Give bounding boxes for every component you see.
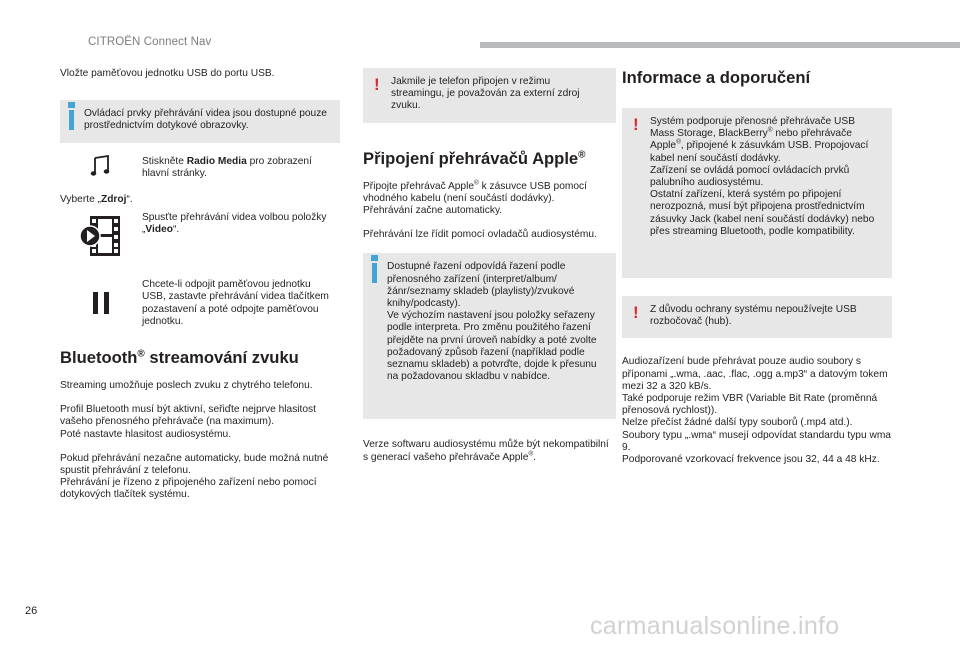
formats-paragraph-2: Také podporuje režim VBR (Variable Bit Rate (proměnná přenosová rychlost)). bbox=[622, 393, 878, 417]
warning-hub-text: Z důvodu ochrany systému nepoužívejte USB rozbočovač (hub). bbox=[650, 304, 857, 328]
header-divider bbox=[480, 42, 960, 48]
info-heading: Informace a doporučení bbox=[622, 68, 811, 87]
bt-paragraph-3: Pokud přehrávání nezačne automaticky, bude možná nutné spustit přehrávání z telefonu. bbox=[60, 452, 329, 477]
bt-paragraph-2: Profil Bluetooth musí být aktivní, seřiďte nejprve hlasitost vašeho přenosného přehrávače (na maximum). bbox=[60, 404, 316, 428]
formats-paragraph-4: Soubory typu „.wma“ musejí odpovídat standardu typu wma 9. bbox=[622, 429, 891, 453]
warning-devices-2: Zařízení se ovládá pomocí ovládacích prvků palubního audiosystému. bbox=[650, 164, 850, 189]
column-3 bbox=[622, 68, 892, 466]
column-2 bbox=[363, 68, 616, 464]
step-radio-media bbox=[60, 155, 340, 180]
watermark: carmanualsonline.info bbox=[590, 612, 840, 640]
step-video: Spusťte přehrávání videa volbou položky „Video“. bbox=[60, 212, 340, 257]
bt-paragraph-3b: Přehrávání je řízeno z připojeného zařízení nebo pomocí dotykových tlačítek systému. bbox=[60, 477, 317, 501]
column-1 bbox=[60, 68, 340, 502]
warning-icon: ! bbox=[633, 303, 639, 323]
warning-box-devices bbox=[622, 108, 892, 278]
apple-paragraph-2: Přehrávání lze řídit pomocí ovladačů audiosystému. bbox=[363, 229, 597, 241]
warning-box-hub bbox=[622, 296, 892, 338]
pause-icon bbox=[60, 279, 142, 314]
step1-text: Stiskněte bbox=[142, 155, 187, 167]
formats-paragraph-5: Podporované vzorkovací frekvence jsou 32, 44 a 48 kHz. bbox=[622, 454, 880, 466]
music-note-icon bbox=[60, 155, 142, 177]
info-icon bbox=[69, 110, 74, 130]
warning-text: Jakmile je telefon připojen v režimu streamingu, je považován za externí zdroj zvuku. bbox=[391, 76, 580, 112]
apple-paragraph-3: Verze softwaru audiosystému může být nekompatibilní s generací vašeho přehrávače Apple®. bbox=[363, 439, 609, 463]
radio-media-label: Radio Media bbox=[186, 155, 247, 167]
warning-box-streaming bbox=[363, 68, 616, 123]
note-sorting-2: Ve výchozím nastavení jsou položky seřazeny podle interpreta. Pro změnu použitého řazení přejděte na první úroveň nabídky a poté zvolte požadovaný způsob řazení (například podle seznamu skladeb) a potvrďte, dojde k přesunu na požadovanou skladbu v nabídce. bbox=[387, 310, 597, 383]
note-box-sorting bbox=[363, 253, 616, 419]
formats-paragraph-1: Audiozařízení bude přehrávat pouze audio soubory s příponami „.wma, .aac, .flac, .ogg a.mp3“ a datovým tokem mezi 32 a 320 kB/s. bbox=[622, 356, 888, 392]
step1-text-end: pro zobrazení hlavní stránky. bbox=[142, 155, 312, 179]
page-number: 26 bbox=[25, 605, 38, 617]
warning-devices-3: Ostatní zařízení, která systém po připojení nerozpozná, musí být připojena prostřednictvím zásuvky Jack (kabel není součástí dodávky) nebo přes streaming Bluetooth, podle kompatibility. bbox=[650, 189, 875, 237]
formats-paragraph-3: Nelze přečíst žádné další typy souborů (.mp4 atd.). bbox=[622, 417, 853, 429]
bt-paragraph-2b: Poté nastavte hlasitost audiosystému. bbox=[60, 428, 232, 440]
note-text: Ovládací prvky přehrávání videa jsou dostupné pouze prostřednictvím dotykové obrazovky. bbox=[84, 108, 327, 132]
select-source: Vyberte „Zdroj“. bbox=[60, 194, 133, 206]
apple-paragraph-1: Připojte přehrávač Apple® k zásuvce USB pomocí vhodného kabelu (není součástí dodávky). bbox=[363, 179, 587, 204]
step2-text: Spusťte přehrávání videa volbou položky „ bbox=[142, 212, 327, 236]
header-title: CITROËN Connect Nav bbox=[88, 36, 212, 48]
info-icon bbox=[372, 263, 377, 283]
step3-text: Chcete-li odpojit paměťovou jednotku USB, zastavte přehrávání videa tlačítkem pozastavení a poté odpojte paměťovou jednotku. bbox=[142, 279, 329, 327]
note-box-video bbox=[60, 100, 340, 142]
warning-icon: ! bbox=[374, 75, 380, 94]
bluetooth-heading: Bluetooth® streamování zvuku bbox=[60, 348, 299, 368]
bt-paragraph-1: Streaming umožňuje poslech zvuku z chytrého telefonu. bbox=[60, 380, 313, 392]
step-pause bbox=[60, 279, 340, 328]
apple-paragraph-1b: Přehrávání začne automaticky. bbox=[363, 205, 503, 217]
video-label: Video bbox=[145, 224, 173, 236]
apple-heading: Připojení přehrávačů Apple® bbox=[363, 148, 586, 168]
video-play-icon bbox=[60, 212, 142, 257]
source-label: Zdroj bbox=[100, 194, 127, 206]
note-sorting-1: Dostupné řazení odpovídá řazení podle přenosného zařízení (interpret/album/žánr/seznamy skladeb (playlisty)/zvukové knihy/podcasty). bbox=[387, 261, 575, 310]
warning-icon: ! bbox=[633, 115, 639, 134]
usb-intro: Vložte paměťovou jednotku USB do portu USB. bbox=[60, 68, 275, 79]
warning-devices-1: Systém podporuje přenosné přehrávače USB Mass Storage, BlackBerry® nebo přehrávače Apple®, připojené k zásuvkám USB. Propojovací kabel není součástí dodávky. bbox=[650, 116, 869, 164]
